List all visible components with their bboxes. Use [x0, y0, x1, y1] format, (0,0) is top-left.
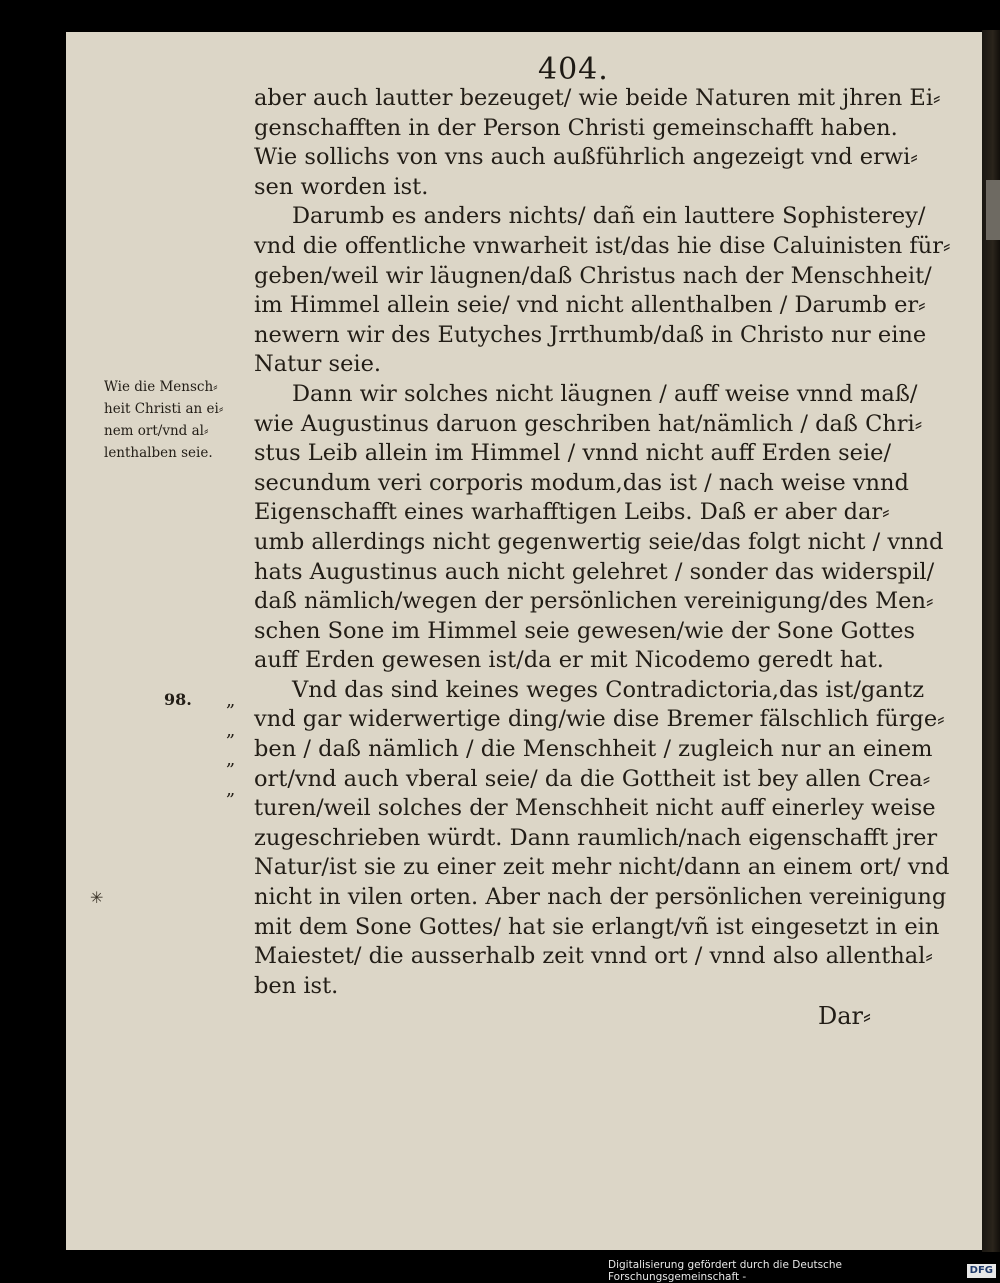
marginal-number: 98.	[164, 690, 192, 709]
text-line: ben ist.	[254, 972, 339, 999]
text-line: hats Augustinus auch nicht gelehret / sonder das widerspil/	[254, 558, 935, 585]
footer-text: Digitalisierung gefördert durch die Deutsche Forschungsgemeinschaft -	[608, 1259, 842, 1283]
text-line: ben / daß nämlich / die Menschheit / zugleich nur an einem	[254, 736, 933, 763]
text-line: nicht in vilen orten. Aber nach der persönlichen vereinigung	[254, 884, 947, 911]
text-line: Maiestet/ die ausserhalb zeit vnnd ort / vnnd also allenthal⸗	[254, 943, 933, 970]
text-line: sen worden ist.	[254, 173, 429, 200]
quote-mark: „	[226, 778, 236, 800]
text-line: Wie sollichs von vns auch außführlich angezeigt vnd erwi⸗	[254, 144, 918, 171]
text-line: Darumb es anders nichts/ dañ ein lauttere Sophisterey/	[292, 203, 926, 230]
text-line: daß nämlich/wegen der persönlichen vereinigung/des Men⸗	[254, 588, 934, 615]
text-line: geben/weil wir läugnen/daß Christus nach der Menschheit/	[254, 262, 932, 289]
text-line: umb allerdings nicht gegenwertig seie/das folgt nicht / vnnd	[254, 528, 944, 555]
text-line: stus Leib allein im Himmel / vnnd nicht auff Erden seie/	[254, 440, 892, 467]
ink-stain: ✳	[90, 888, 104, 907]
text-line: vnd die offentliche vnwarheit ist/das hie dise Caluinisten für⸗	[254, 232, 951, 259]
catchword: Dar⸗	[818, 1002, 872, 1030]
footer-credit	[608, 1259, 996, 1283]
text-line: Vnd das sind keines weges Contradictoria,das ist/gantz	[292, 676, 925, 703]
text-line: Natur seie.	[254, 351, 382, 378]
margin-note-line: nem ort/vnd al⸗	[104, 423, 209, 439]
body-text	[254, 84, 951, 1001]
text-line: genschafften in der Person Christi gemeinschafft haben.	[254, 114, 898, 141]
margin-note	[104, 376, 254, 464]
page-number: 404.	[538, 52, 609, 87]
quote-marks	[226, 686, 235, 804]
text-line: ort/vnd auch vberal seie/ da die Gottheit ist bey allen Crea⸗	[254, 765, 931, 792]
bookmark-tab	[986, 180, 1000, 240]
dfg-logo: DFG	[967, 1264, 996, 1278]
text-line: zugeschrieben würdt. Dann raumlich/nach eigenschafft jrer	[254, 824, 938, 851]
text-line: Natur/ist sie zu einer zeit mehr nicht/dann an einem ort/ vnd	[254, 854, 950, 881]
margin-note-line: heit Christi an ei⸗	[104, 401, 224, 417]
text-line: auff Erden gewesen ist/da er mit Nicodemo geredt hat.	[254, 647, 884, 674]
text-line: schen Sone im Himmel seie gewesen/wie der Sone Gottes	[254, 617, 916, 644]
margin-note-line: lenthalben seie.	[104, 445, 213, 461]
quote-mark: „	[226, 749, 236, 771]
text-line: aber auch lautter bezeuget/ wie beide Naturen mit jhren Ei⸗	[254, 85, 941, 111]
text-line: vnd gar widerwertige ding/wie dise Bremer fälschlich fürge⸗	[254, 706, 945, 733]
quote-mark: „	[226, 690, 236, 711]
text-line: Dann wir solches nicht läugnen / auff weise vnnd maß/	[292, 380, 918, 407]
text-line: turen/weil solches der Menschheit nicht auff einerley weise	[254, 795, 936, 822]
text-line: Eigenschafft eines warhafftigen Leibs. Daß er aber dar⸗	[254, 499, 890, 526]
text-line: newern wir des Eutyches Jrrthumb/daß in Christo nur eine	[254, 321, 927, 348]
quote-mark: „	[226, 719, 236, 741]
text-line: im Himmel allein seie/ vnd nicht allenthalben / Darumb er⸗	[254, 292, 926, 319]
margin-note-line: Wie die Mensch⸗	[104, 379, 218, 395]
text-line: wie Augustinus daruon geschriben hat/nämlich / daß Chri⸗	[254, 410, 923, 437]
text-line: mit dem Sone Gottes/ hat sie erlangt/vñ ist eingesetzt in ein	[254, 913, 940, 940]
text-line: secundum veri corporis modum,das ist / nach weise vnnd	[254, 469, 909, 496]
